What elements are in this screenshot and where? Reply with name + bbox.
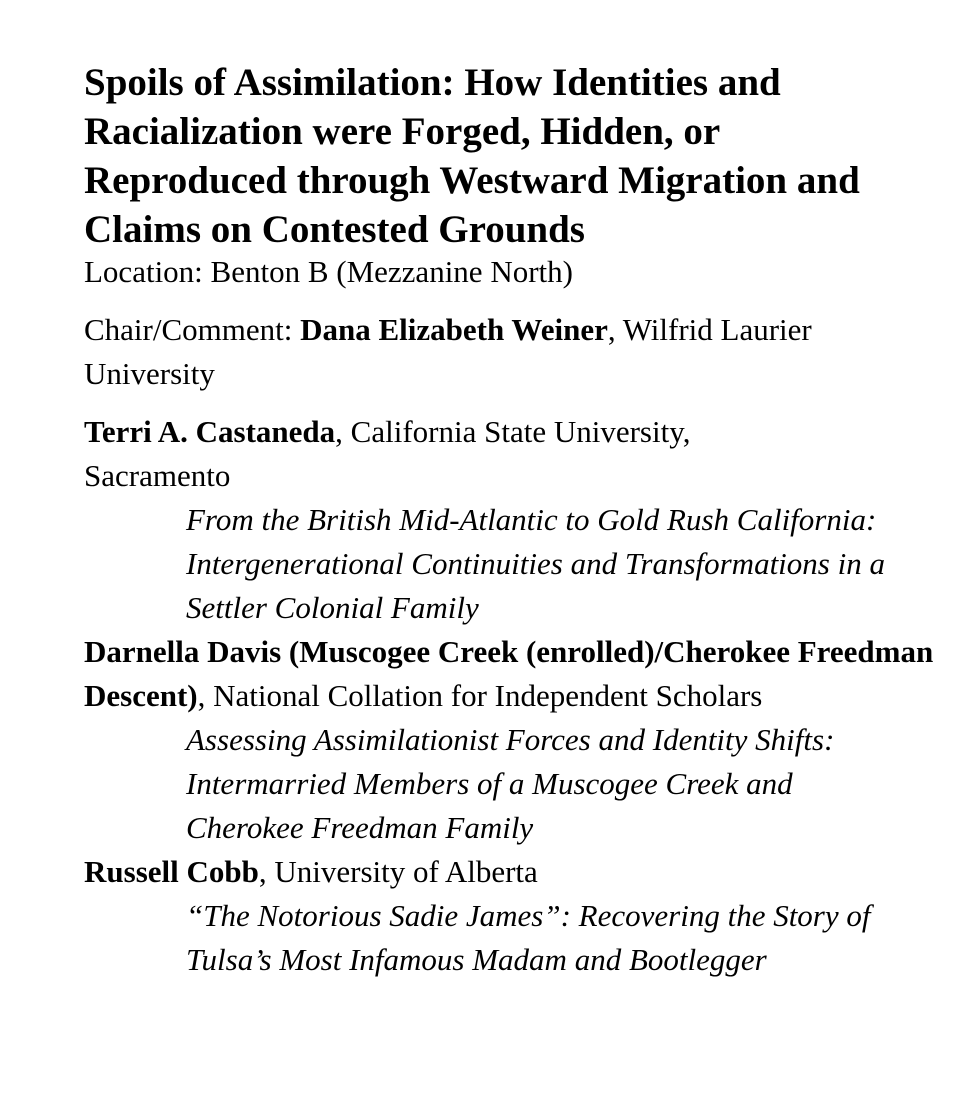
chair-name: Dana Elizabeth Weiner bbox=[300, 312, 608, 347]
session-title: Spoils of Assimilation: How Identities and Racialization were Forged, Hidden, or Reproduced through Westward Migration and Claims on Contested Grounds bbox=[84, 61, 860, 251]
presenter-line bbox=[84, 850, 964, 894]
chair-label: Chair/Comment: bbox=[84, 312, 301, 347]
chair-line bbox=[84, 308, 874, 396]
presenter-name: Russell Cobb bbox=[84, 854, 259, 889]
presenter-line bbox=[84, 410, 844, 498]
session-listing bbox=[84, 58, 964, 982]
presenter-name: Darnella Davis (Muscogee Creek (enrolled)/Cherokee Freedman Descent) bbox=[84, 634, 934, 713]
paper-title: “The Notorious Sadie James”: Recovering the Story of Tulsa’s Most Infamous Madam and Bootlegger bbox=[186, 898, 871, 977]
chair-affiliation: , Wilfrid Laurier University bbox=[84, 312, 812, 391]
presenter-affiliation: , California State University, Sacramento bbox=[84, 414, 691, 493]
paper-title: From the British Mid-Atlantic to Gold Rush California: Intergenerational Continuities and Transformations in a Settler Colonial Family bbox=[186, 502, 885, 625]
presenter-affiliation: , National Collation for Independent Scholars bbox=[197, 678, 763, 713]
paper-title: Assessing Assimilationist Forces and Identity Shifts: Intermarried Members of a Muscogee Creek and Cherokee Freedman Family bbox=[186, 722, 835, 845]
presenter-line bbox=[84, 630, 954, 718]
presenter-list bbox=[84, 410, 964, 982]
session-location: Location: Benton B (Mezzanine North) bbox=[84, 254, 573, 289]
presenter-affiliation: , University of Alberta bbox=[258, 854, 538, 889]
presenter-name: Terri A. Castaneda bbox=[84, 414, 336, 449]
